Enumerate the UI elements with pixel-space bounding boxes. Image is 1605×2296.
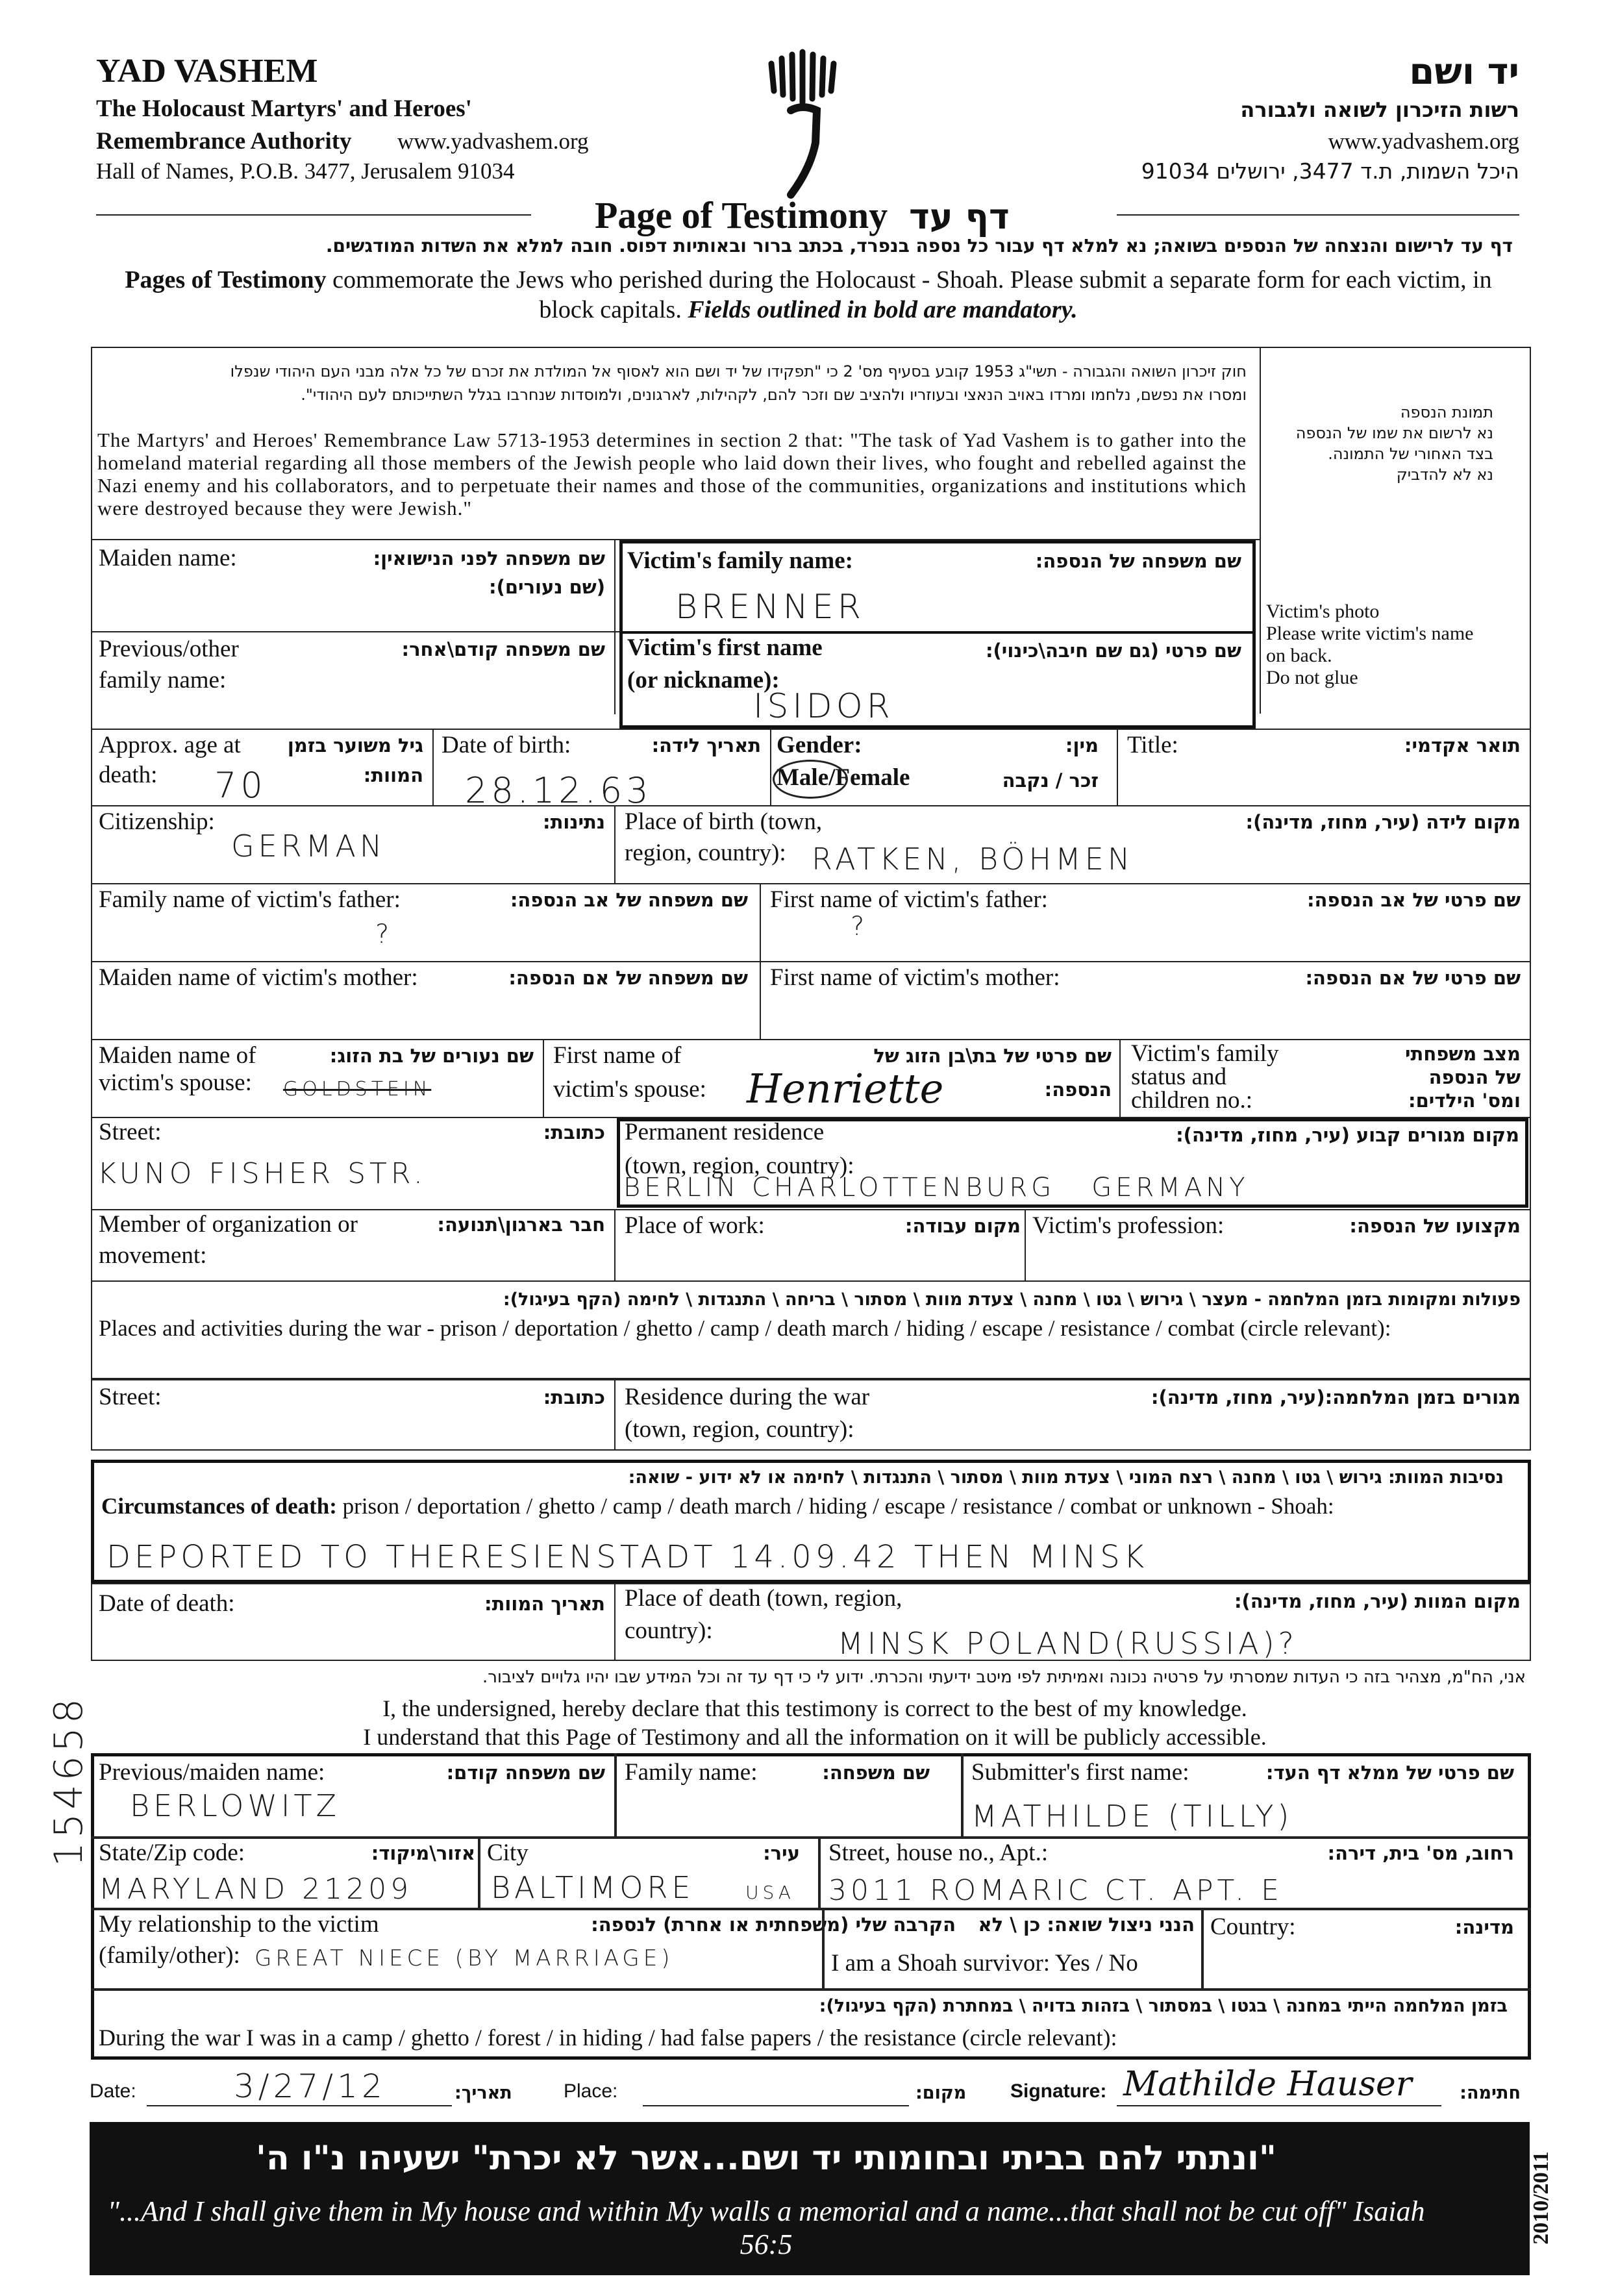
age-label-he-2: המוות: <box>363 764 423 786</box>
places-war-en: Places and activities during the war - prison / deportation / ghetto / camp / death march / hiding / escape / resistance / combat (circle relevant): <box>99 1316 1391 1341</box>
year-label: 2010/2011 <box>1529 2151 1553 2245</box>
survivor-label-he: הנני ניצול שואה: כן \ לא <box>978 1914 1195 1936</box>
mother-maiden-label-he: שם משפחה של אם הנספה: <box>508 967 748 989</box>
dob-label: Date of birth: <box>442 732 571 758</box>
spouse-maiden-value[interactable]: GOLDSTEIN <box>283 1078 432 1101</box>
victim-first-name-label-he: שם פרטי (גם שם חיבה\כינוי): <box>985 640 1241 662</box>
url-en: www.yadvashem.org <box>397 129 589 154</box>
submitter-first-name-label: Submitter's first name: <box>971 1759 1189 1786</box>
signature-label: Signature: <box>1010 2080 1107 2102</box>
victim-first-name-label-2: (or nickname): <box>627 667 780 693</box>
spouse-maiden-label-he: שם נעורים של בת הזוג: <box>329 1045 534 1067</box>
org-subtitle-en: The Holocaust Martyrs' and Heroes' <box>96 95 472 122</box>
family-status-label-he-2: של הנספה <box>1428 1066 1521 1088</box>
spouse-first-label: First name of <box>553 1042 682 1069</box>
war-residence-label: Residence during the war <box>625 1384 870 1410</box>
place-label-he: מקום: <box>915 2083 967 2103</box>
submitter-family-name-label-he: שם משפחה: <box>822 1762 930 1784</box>
family-status-label: Victim's family <box>1131 1040 1279 1067</box>
city-country-value[interactable]: USA <box>745 1882 795 1903</box>
submitter-war-he: בזמן המלחמה הייתי במחנה \ בגטו \ במסתור \ בזהות בדויה \ במחתרת (הקף בעיגול): <box>819 1996 1508 2016</box>
submitter-prev-name-label: Previous/maiden name: <box>99 1759 325 1786</box>
death-place-label: Place of death (town, region, <box>625 1585 902 1612</box>
war-residence-label-he: מגורים בזמן המלחמה:(עיר, מחוז, מדינה): <box>1151 1386 1521 1408</box>
spouse-maiden-label: Maiden name of <box>99 1042 256 1069</box>
org-name-en: YAD VASHEM <box>96 53 318 90</box>
zip-label-he: אזור\מיקוד: <box>371 1842 475 1864</box>
address-he: היכל השמות, ת.ד 3477, ירושלים 91034 <box>1141 158 1519 184</box>
country-label: Country: <box>1210 1914 1296 1940</box>
signature-label-he: חתימה: <box>1460 2083 1521 2103</box>
citizenship-label: Citizenship: <box>99 808 215 835</box>
intro-en-bold: Pages of Testimony <box>125 266 327 293</box>
zip-value[interactable]: MARYLAND 21209 <box>99 1873 413 1906</box>
places-war-he: פעולות ומקומות בזמן המלחמה - מעצר \ גירוש \ גטו \ מחנה \ צעדת מוות \ מסתור \ בריחה \ התנגדות \ לחימה (הקף בעיגול): <box>503 1290 1521 1310</box>
father-first-label: First name of victim's father: <box>770 886 1048 913</box>
spouse-first-label-2: victim's spouse: <box>553 1076 706 1103</box>
place-label: Place: <box>564 2080 618 2102</box>
intro-he: דף עד לרישום והנצחה של הנספים בשואה; נא למלא דף עבור כל נספה בנפרד, בכתב ברור ובאותיות דפוס. חובה למלא את השדות המודגשים. <box>325 235 1513 256</box>
relationship-label-he: הקרבה שלי (משפחתית או אחרת) לנספה: <box>591 1914 956 1936</box>
declaration-he: אני, הח"מ, מצהיר בזה כי העדות שמסרתי על פרטיה נכונה ואמיתית לפי מיטב ידיעתי והכרתי. ידוע לי כי דף עד זה וכל המידע שבו יהיו גלויים לציבור. <box>482 1667 1526 1687</box>
law-he-2: ומסרו את נפשם, נלחמו ומרדו באויב הנאצי ובעוזריו ולהציב שם וזכר להם, לקהילות, לארגונים, ולמוסדות שנחרבו בגלל השתייכותם לעם היהודי". <box>301 386 1247 404</box>
mother-first-label-he: שם פרטי של אם הנספה: <box>1305 967 1521 989</box>
banner-he: "ונתתי להם בביתי ובחומותי יד ושם...אשר לא יכרת" ישעיהו נ"ו ה' <box>256 2139 1276 2178</box>
war-street-label-he: כתובת: <box>543 1386 605 1408</box>
victim-first-name-value[interactable]: ISIDOR <box>753 687 894 726</box>
submitter-family-name-label: Family name: <box>625 1759 758 1786</box>
spouse-first-label-he-2: הנספה: <box>1044 1079 1112 1101</box>
title-label: Title: <box>1127 732 1178 758</box>
zip-label: State/Zip code: <box>99 1840 245 1866</box>
gender-options-he: זכר / נקבה <box>1002 769 1099 792</box>
family-status-label-2: status and <box>1131 1064 1226 1090</box>
date-value[interactable]: 3/27/12 <box>234 2067 386 2105</box>
submitter-prev-name-label-he: שם משפחה קודם: <box>446 1762 605 1784</box>
circumstances-en-bold: Circumstances of death: <box>101 1493 337 1519</box>
member-label: Member of organization or <box>99 1211 358 1238</box>
spouse-maiden-label-2: victim's spouse: <box>99 1069 252 1096</box>
intro-en-text: commemorate the Jews who perished during the Holocaust - Shoah. Please submit a separate form for each victim, in block capitals. <box>326 266 1492 323</box>
victim-family-name-value[interactable]: BRENNER <box>675 588 865 627</box>
workplace-label: Place of work: <box>625 1212 765 1239</box>
residence-label-he: מקום מגורים קבוע (עיר, מחוז, מדינה): <box>1176 1124 1519 1146</box>
relationship-label-2: (family/other): <box>99 1942 240 1969</box>
law-he-1: חוק זיכרון השואה והגבורה - תשי"ג 1953 קובע בסעיף מס' 2 כי "תפקידו של יד ושם הוא לאסוף אל המולדת את זכרם של כל אלה מבני העם היהודי שנפלו <box>230 362 1247 381</box>
death-place-label-he: מקום המוות (עיר, מחוז, מדינה): <box>1234 1590 1521 1612</box>
father-family-label: Family name of victim's father: <box>99 886 401 913</box>
circumstances-en-text: prison / deportation / ghetto / camp / death march / hiding / escape / resistance / combat or unknown - Shoah: <box>336 1493 1334 1519</box>
declaration-en-1: I, the undersigned, hereby declare that this testimony is correct to the best of my knowledge. <box>382 1695 1247 1721</box>
page-title: Page of Testimony <box>595 194 888 236</box>
war-residence-label-2: (town, region, country): <box>625 1416 854 1443</box>
photo-en-3: on back. <box>1266 645 1332 666</box>
address-en: Hall of Names, P.O.B. 3477, Jerusalem 91034 <box>96 158 515 184</box>
citizenship-label-he: נתינות: <box>543 811 605 833</box>
death-place-value[interactable]: MINSK POLAND(RUSSIA)? <box>838 1626 1298 1661</box>
yad-vashem-logo <box>765 45 843 201</box>
victim-first-name-label: Victim's first name <box>627 634 823 661</box>
birthplace-label: Place of birth (town, <box>625 808 823 835</box>
circumstances-he: נסיבות המוות: גירוש \ גטו \ מחנה \ רצח המוני \ צעדת מוות \ מסתור \ התנגדות \ לחימה או לא ידוע - שואה: <box>628 1467 1504 1488</box>
residence-value[interactable]: BERLIN CHARLOTTENBURG GERMANY <box>623 1173 1249 1203</box>
circumstances-value[interactable]: DEPORTED TO THERESIENSTADT 14.09.42 THEN MINSK <box>106 1539 1149 1575</box>
photo-en-4: Do not glue <box>1266 667 1358 688</box>
street-value[interactable]: KUNO FISHER STR. <box>97 1157 427 1190</box>
maiden-name-label-he-2: (שם נעורים): <box>489 576 605 598</box>
gender-options[interactable]: Male/Female <box>777 764 910 791</box>
father-family-value[interactable]: ? <box>375 919 393 949</box>
family-status-label-he: מצב משפחתי <box>1404 1043 1521 1065</box>
org-subtitle-he: רשות הזיכרון לשואה ולגבורה <box>1240 97 1519 122</box>
photo-he-2: נא לרשום את שמו של הנספה <box>1295 424 1493 442</box>
male-circle <box>773 760 848 799</box>
circumstances-en <box>101 1492 1334 1521</box>
signature-value[interactable]: Mathilde Hauser <box>1123 2065 1412 2104</box>
father-first-label-he: שם פרטי של אב הנספה: <box>1306 889 1521 911</box>
photo-he-1: תמונת הנספה <box>1400 403 1493 421</box>
spouse-first-label-he: שם פרטי של בת\בן הזוג של <box>873 1045 1112 1067</box>
prev-family-name-label-2: family name: <box>99 667 227 693</box>
org-name-he: יד ושם <box>1409 51 1519 93</box>
city-label: City <box>487 1840 529 1866</box>
mother-first-label: First name of victim's mother: <box>770 964 1060 991</box>
death-place-label-2: country): <box>625 1617 713 1644</box>
birthplace-label-2: region, country): <box>625 840 786 866</box>
banner-en: "...And I shall give them in My house and within My walls a memorial and a name...that shall not be cut off" Isaiah 56:5 <box>107 2195 1425 2260</box>
age-label: Approx. age at <box>99 732 241 758</box>
maiden-name-label: Maiden name: <box>99 545 237 571</box>
family-status-label-3: children no.: <box>1131 1087 1253 1114</box>
workplace-label-he: מקום עבודה: <box>904 1215 1021 1237</box>
war-street-label: Street: <box>99 1384 162 1410</box>
age-value[interactable]: 70 <box>214 765 267 806</box>
submitter-street-label: Street, house no., Apt.: <box>828 1840 1049 1866</box>
prev-family-name-label-he: שם משפחה קודם\אחר: <box>401 638 605 660</box>
relationship-label: My relationship to the victim <box>99 1911 379 1938</box>
victim-family-name-label: Victim's family name: <box>627 547 853 574</box>
page-title-he: דף עד <box>909 196 1010 237</box>
url-he-side: www.yadvashem.org <box>1328 129 1519 154</box>
city-value[interactable]: BALTIMORE <box>491 1870 695 1905</box>
country-label-he: מדינה: <box>1454 1916 1514 1938</box>
submitter-street-label-he: רחוב, מס' בית, דירה: <box>1327 1842 1514 1864</box>
residence-label: Permanent residence <box>625 1119 825 1145</box>
dod-label-he: תאריך המוות: <box>484 1593 605 1615</box>
relationship-value[interactable]: GREAT NIECE (BY MARRIAGE) <box>255 1945 674 1971</box>
title-label-he: תואר אקדמי: <box>1404 734 1521 756</box>
submitter-first-name-value[interactable]: MATHILDE (TILLY) <box>971 1799 1293 1834</box>
member-label-he: חבר בארגון\תנועה: <box>437 1214 605 1236</box>
street-label: Street: <box>99 1119 162 1145</box>
residence-label-2: (town, region, country): <box>625 1153 854 1179</box>
photo-he-3: בצד האחורי של התמונה. <box>1328 445 1493 463</box>
org-subtitle-en-2: Remembrance Authority <box>96 128 352 155</box>
photo-he-4: נא לא להדביק <box>1396 466 1493 484</box>
prev-family-name-label: Previous/other <box>99 636 239 662</box>
city-label-he: עיר: <box>763 1842 800 1864</box>
maiden-name-label-he: שם משפחה לפני הנישואין: <box>373 547 605 569</box>
mother-maiden-label: Maiden name of victim's mother: <box>99 964 418 991</box>
document-number: 154658 <box>46 1694 92 1867</box>
dob-label-he: תאריך לידה: <box>651 734 761 756</box>
age-label-2: death: <box>99 762 158 788</box>
family-status-label-he-3: ומס' הילדים: <box>1408 1090 1521 1112</box>
profession-label: Victim's profession: <box>1032 1212 1225 1239</box>
submitter-prev-name-value[interactable]: BERLOWITZ <box>130 1788 341 1823</box>
photo-en-1: Victim's photo <box>1266 601 1380 622</box>
dob-value[interactable]: 28.12.63 <box>465 770 653 811</box>
submitter-war-en: During the war I was in a camp / ghetto / forest / in hiding / had false papers / the resistance (circle relevant): <box>99 2025 1117 2051</box>
dod-label: Date of death: <box>99 1590 235 1617</box>
photo-en-2: Please write victim's name <box>1266 623 1474 644</box>
birthplace-value[interactable]: RATKEN, BÖHMEN <box>812 842 1134 877</box>
intro-en <box>104 265 1513 325</box>
law-en: The Martyrs' and Heroes' Remembrance Law 5713-1953 determines in section 2 that: "The task of Yad Vashem is to gather into the homeland material regarding all those members of the Jewish people who laid down their lives, who fought and rebelled against the Nazi enemy and his collaborators, and to perpetuate their names and those of the communities, organizations and institutions which were destroyed because they were Jewish." <box>97 429 1247 519</box>
father-family-label-he: שם משפחה של אב הנספה: <box>510 889 748 911</box>
declaration-en-2: I understand that this Page of Testimony and all the information on it will be publicly accessible. <box>363 1724 1267 1750</box>
submitter-first-name-label-he: שם פרטי של ממלא דף העד: <box>1265 1762 1514 1784</box>
intro-en-italic: Fields outlined in bold are mandatory. <box>688 296 1078 323</box>
date-label: Date: <box>90 2080 136 2102</box>
street-label-he: כתובת: <box>543 1121 605 1143</box>
date-label-he: תאריך: <box>454 2083 512 2103</box>
birthplace-label-he: מקום לידה (עיר, מחוז, מדינה): <box>1245 811 1521 833</box>
member-label-2: movement: <box>99 1242 207 1269</box>
age-label-he: גיל משוער בזמן <box>287 734 423 756</box>
profession-label-he: מקצועו של הנספה: <box>1349 1215 1521 1237</box>
spouse-first-value[interactable]: Henriette <box>747 1065 944 1112</box>
survivor-label[interactable]: I am a Shoah survivor: Yes / No <box>831 1950 1138 1977</box>
victim-family-name-label-he: שם משפחה של הנספה: <box>1035 550 1241 572</box>
citizenship-value[interactable]: GERMAN <box>231 829 386 864</box>
submitter-street-value[interactable]: 3011 ROMARIC CT. APT. E <box>828 1874 1283 1907</box>
gender-label-he: מין: <box>1065 734 1099 756</box>
gender-label: Gender: <box>777 732 862 758</box>
father-first-value[interactable]: ? <box>851 912 869 942</box>
